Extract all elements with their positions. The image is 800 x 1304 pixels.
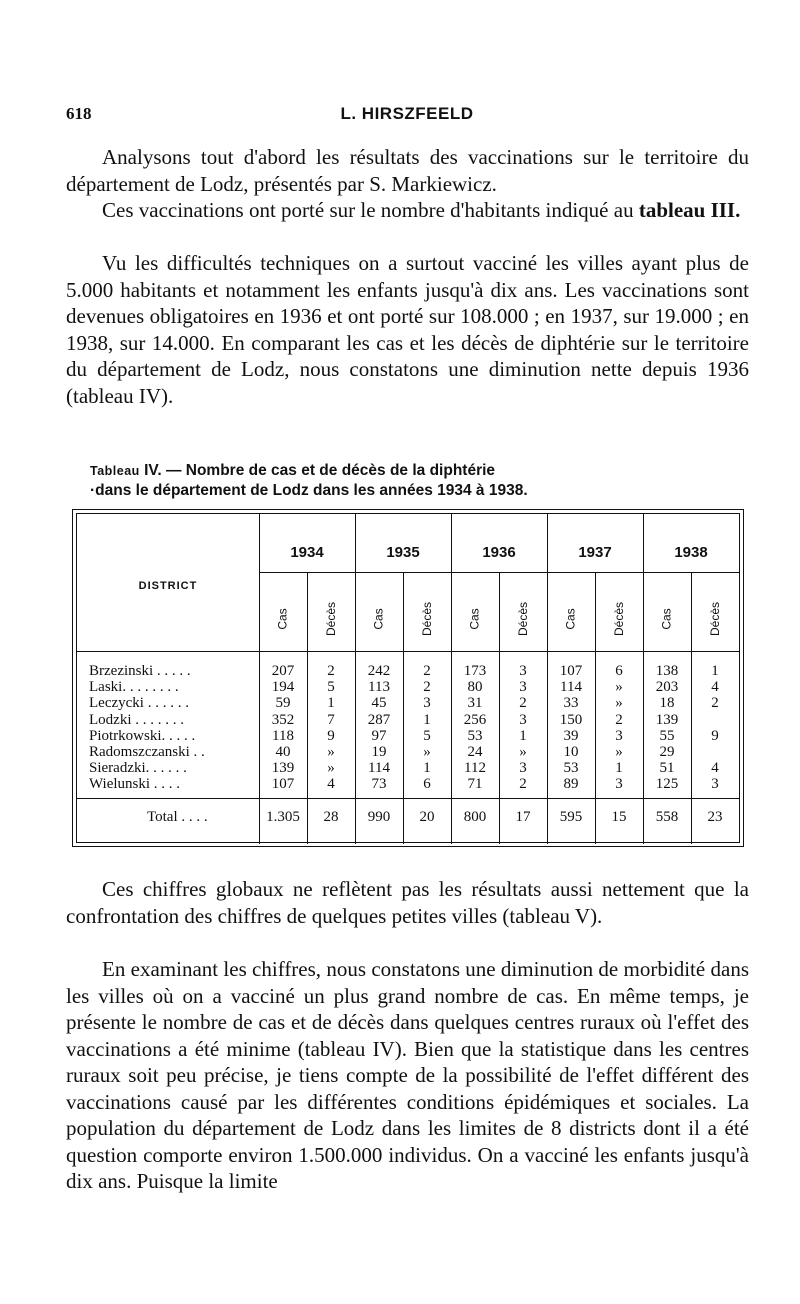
table-cell: 3 (519, 663, 527, 679)
table-cell: 139 (655, 711, 679, 728)
table-cell: » (423, 744, 431, 760)
table-cell: » (327, 760, 335, 777)
table-cell: 2 (327, 663, 335, 679)
table-row (77, 760, 739, 776)
year-header-1935: 1935 (386, 544, 420, 561)
table-cell: 6 (615, 663, 623, 679)
table-cell: 2 (615, 711, 623, 728)
table-cell: 7 (327, 711, 335, 728)
district-name: Piotrkowski. . . . . (89, 727, 196, 744)
data-table-inner (76, 513, 740, 843)
table-cell: 2 (519, 776, 527, 793)
table-cell: 1 (615, 760, 623, 777)
subheader-cas-text: Cas (276, 608, 290, 630)
caption-number: IV. (144, 462, 162, 479)
table-cell: 1 (711, 663, 719, 679)
table-cell: 5 (327, 679, 335, 696)
table-cell: 4 (711, 760, 719, 777)
table-row (77, 744, 739, 760)
table-cell: 89 (563, 776, 579, 793)
header-bottom-rule (77, 651, 739, 652)
table-cell: 80 (467, 679, 483, 696)
table-cell: 203 (655, 679, 679, 696)
subheader-deces-text: Décès (419, 601, 434, 637)
year-header-1936: 1936 (482, 544, 516, 561)
table-cell: 139 (271, 760, 295, 777)
table-row (77, 695, 739, 711)
table-cell: 24 (467, 744, 483, 760)
total-label: Total . . . . (147, 809, 208, 825)
table-row (77, 679, 739, 695)
table-cell: 1 (423, 760, 431, 777)
total-cell: 558 (655, 809, 679, 825)
table-cell: 3 (423, 695, 431, 712)
table-cell: 19 (371, 744, 387, 760)
total-cell: 1.305 (266, 809, 300, 825)
page-header (66, 104, 748, 130)
table-cell: 9 (327, 727, 335, 744)
table-cell: 33 (563, 695, 579, 712)
table-cell: 59 (275, 695, 291, 712)
table-cell: 3 (519, 760, 527, 777)
table-cell: 45 (371, 695, 387, 712)
paragraph-2-bold: tableau III. (638, 198, 741, 222)
caption-line-2: ·dans le département de Lodz dans les années 1934 à 1938. (90, 482, 528, 499)
table-cell: 3 (711, 776, 719, 793)
subheader-cas-text: Cas (660, 608, 674, 630)
table-cell: » (519, 744, 527, 760)
table-cell: 18 (659, 695, 675, 712)
table-cell: 29 (659, 744, 675, 760)
district-name: Radomszczanski . . (89, 744, 205, 760)
table-cell: 207 (271, 663, 295, 679)
table-cell: 118 (272, 727, 294, 744)
caption-line-1: — Nombre de cas et de décès de la diphtérie (165, 462, 496, 479)
year-header-1937: 1937 (578, 544, 612, 561)
table-cell: » (615, 695, 623, 712)
table-cell: 256 (463, 711, 487, 728)
total-cell: 20 (419, 809, 435, 825)
table-cell: 4 (711, 679, 719, 696)
table-cell: 53 (563, 760, 579, 777)
district-name: Wielunski . . . . (89, 776, 181, 793)
subheader-deces-text: Décès (611, 601, 626, 637)
table-cell: 51 (659, 760, 675, 777)
total-cell: 17 (515, 809, 531, 825)
table-cell: 55 (659, 727, 675, 744)
paragraph-2 (66, 197, 749, 224)
total-cell: 23 (707, 809, 723, 825)
table-cell: 114 (368, 760, 390, 777)
total-row (77, 809, 739, 825)
subheader-cas-text: Cas (372, 608, 386, 630)
data-table (72, 509, 744, 847)
district-name: Leczycki . . . . . . (89, 695, 189, 712)
table-cell: 107 (271, 776, 295, 793)
district-name: Lodzki . . . . . . . (89, 711, 184, 728)
table-cell: 113 (368, 679, 390, 696)
table-cell: 3 (519, 711, 527, 728)
table-cell: » (615, 744, 623, 760)
district-header: DISTRICT (138, 580, 198, 592)
table-cell: 194 (271, 679, 295, 696)
table-cell: 352 (271, 711, 295, 728)
table-cell: 2 (711, 695, 719, 712)
paragraph-2-text: Ces vaccinations ont porté sur le nombre d'habitants indiqué au (102, 198, 634, 222)
table-cell: 1 (327, 695, 335, 712)
table-cell: 71 (467, 776, 483, 793)
total-cell: 595 (559, 809, 583, 825)
table-cell: 173 (463, 663, 487, 679)
total-cell: 15 (611, 809, 627, 825)
table-cell: 3 (615, 727, 623, 744)
table-cell: 112 (464, 760, 486, 777)
page-number: 618 (66, 104, 92, 123)
table-cell: 6 (423, 776, 431, 793)
total-cell: 28 (323, 809, 339, 825)
subheader-deces-text: Décès (323, 601, 338, 637)
year-header-1934: 1934 (290, 544, 324, 561)
table-cell: 2 (423, 679, 431, 696)
subheader-cas-text: Cas (468, 608, 482, 630)
district-name: Sieradzki. . . . . . (89, 760, 187, 777)
subheader-deces (685, 588, 745, 648)
paragraph-3: Vu les difficultés techniques on a surtout vacciné les villes ayant plus de 5.000 habitants et notamment les enfants jusqu'à dix ans. Les vaccinations sont devenues obligatoires en 1936 et ont porté sur 108.000 ; en 1937, sur 19.000 ; en 1938, sur 14.000. En comparant les cas et les décès de diphtérie sur le territoire du département de Lodz, nous constatons une diminution nette depuis 1936 (tableau IV). (66, 251, 749, 408)
table-row (77, 776, 739, 792)
paragraph-4: Ces chiffres globaux ne reflètent pas les résultats aussi nettement que la confrontation des chiffres de quelques petites villes (tableau V). (66, 877, 749, 928)
subheader-deces-text: Décès (707, 601, 722, 637)
table-cell: 125 (655, 776, 679, 793)
table-cell: 3 (519, 679, 527, 696)
subheader-cas-text: Cas (564, 608, 578, 630)
table-cell: 242 (367, 663, 391, 679)
table-cell: 107 (559, 663, 583, 679)
table-cell: 39 (563, 727, 579, 744)
table-cell: 1 (423, 711, 431, 728)
table-cell: 4 (327, 776, 335, 793)
caption-label: Tableau (90, 464, 140, 478)
table-cell: 2 (423, 663, 431, 679)
table-cell: 1 (519, 727, 527, 744)
paragraph-5: En examinant les chiffres, nous constatons une diminution de morbidité dans les villes où on a vacciné un plus grand nombre de cas. En même temps, je présente le nombre de cas et de décès dans quelques centres ruraux où l'effet des vaccinations a été minime (tableau IV). Bien que la statistique dans les centres ruraux soit peu précise, je tiens compte de la possibilité de l'effet différent des vaccinations causé par les différentes conditions épidémiques et sociales. La population du département de Lodz dans les limites de 8 districts dont il a été question comporte environ 1.500.000 individus. On a vacciné les enfants jusqu'à dix ans. Puisque la limite (66, 957, 749, 1193)
table-row (77, 728, 739, 744)
table-cell: 114 (560, 679, 582, 696)
table-cell: 5 (423, 727, 431, 744)
table-row (77, 712, 739, 728)
table-cell: 10 (563, 744, 579, 760)
running-head: L. HIRSZFEELD (340, 104, 474, 123)
table-cell: 53 (467, 727, 483, 744)
table-cell: » (327, 744, 335, 760)
total-cell: 990 (367, 809, 391, 825)
table-cell: 287 (367, 711, 391, 728)
total-rule (77, 798, 739, 799)
table-row (77, 663, 739, 679)
district-name: Laski. . . . . . . . (89, 679, 179, 696)
district-name: Brzezinski . . . . . (89, 663, 191, 679)
table-cell: 73 (371, 776, 387, 793)
table-cell: 31 (467, 695, 483, 712)
table-cell: 2 (519, 695, 527, 712)
table-cell: 138 (655, 663, 679, 679)
table-cell: 9 (711, 727, 719, 744)
paragraph-1: Analysons tout d'abord les résultats des vaccinations sur le territoire du département de Lodz, présentés par S. Markiewicz. (66, 145, 749, 196)
table-cell: » (615, 679, 623, 696)
table-cell: 3 (615, 776, 623, 793)
total-cell: 800 (463, 809, 487, 825)
subheader-deces-text: Décès (515, 601, 530, 637)
table-cell: 150 (559, 711, 583, 728)
year-header-1938: 1938 (674, 544, 708, 561)
table-cell: 40 (275, 744, 291, 760)
table-caption (90, 461, 730, 501)
table-cell: 97 (371, 727, 387, 744)
